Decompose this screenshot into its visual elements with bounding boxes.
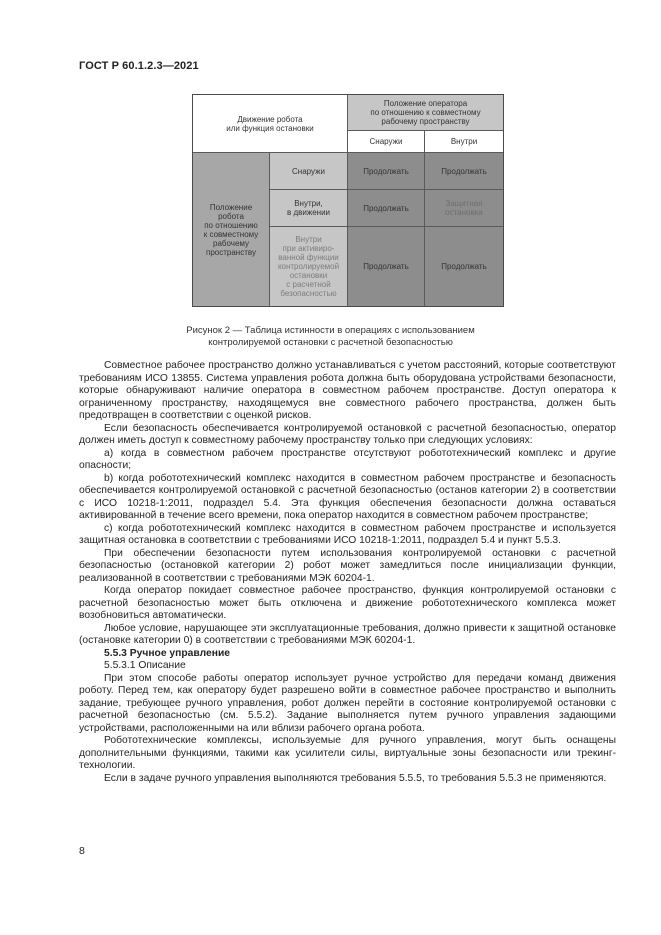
paragraph: Когда оператор покидает совместное рабочее пространство, функция контролируемой остановки с расчетной безопасностью может быть отключена и движение робототехнического комплекса может возобновиться автоматически. — [79, 585, 616, 621]
row-label-line: Положение — [209, 202, 253, 212]
cell-continue — [425, 153, 503, 190]
header-right-line: рабочему пространству — [381, 117, 470, 126]
header-left-line: Движение робота — [237, 114, 303, 124]
col-outside-header — [348, 131, 425, 153]
cell-continue — [425, 227, 503, 306]
row-label-text: безопасностью — [280, 289, 337, 298]
paragraph: Если в задаче ручного управления выполняются требования 5.5.5, то требования 5.5.3 не применяются. — [104, 772, 607, 784]
row-label-line: робота — [218, 211, 244, 221]
header-right-line: по отношению к совместному — [370, 108, 481, 117]
cell-continue — [348, 153, 425, 190]
paragraph: Совместное рабочее пространство должно устанавливаться с учетом расстояний, которые соответствуют требованиям ИСО 13855. Система управления робота должна быть оборудована устройствами безопасности, которые обнаруживают наличие оператора в совместном рабочем пространстве. Доступ оператора к ограниченному пространству, находящемуся вне совместного рабочего пространства, должен быть предотвращен в соответствии с оценкой рисков. — [79, 360, 616, 421]
col-inside-header — [425, 131, 503, 153]
row-label-text: при активиро- — [282, 244, 335, 253]
row-label-text: Снаружи — [292, 166, 325, 176]
row-inside-moving-label — [270, 190, 348, 227]
cell-value-line: остановка — [445, 208, 483, 217]
cell-continue — [348, 190, 425, 227]
row-label-text: ванной функции — [278, 253, 339, 262]
list-item-c: c) когда робототехнический комплекс находится в совместном рабочем пространстве и используется защитная остановка в соответствии с требованиями ИСО 10218-1:2011, подраздел 5.4 и пункт 5.5.3. — [79, 522, 616, 546]
cell-continue — [348, 227, 425, 306]
cell-value: Продолжать — [363, 166, 409, 176]
section-heading: 5.5.3 Ручное управление — [104, 647, 230, 659]
cell-value: Продолжать — [441, 166, 487, 176]
robot-position-label-cell — [193, 153, 270, 306]
caption-line: Рисунок 2 — Таблица истинности в операциях с использованием — [186, 325, 475, 336]
cell-value: Продолжать — [441, 262, 487, 271]
cell-protective-stop — [425, 190, 503, 227]
paragraph: Если безопасность обеспечивается контролируемой остановкой с расчетной безопасностью, оператор должен иметь доступ к совместному рабочему пространству только при следующих условиях: — [79, 422, 616, 446]
row-label-text: контролируемой — [277, 262, 340, 271]
row-label-text: в движении — [286, 208, 330, 217]
subsection-heading: 5.5.3.1 Описание — [104, 660, 186, 671]
col-inside-label: Внутри — [450, 137, 478, 146]
paragraph: Робототехнические комплексы, используемые для ручного управления, могут быть оснащены дополнительными функциями, такими как усилители силы, виртуальные зоны безопасности или трекинг-технологии. — [79, 735, 616, 771]
row-label-text: с расчетной — [286, 280, 331, 289]
figure-caption — [0, 325, 661, 349]
cell-value: Продолжать — [363, 262, 409, 271]
row-label-line: по отношению — [204, 220, 258, 230]
paragraph: При этом способе работы оператор использует ручное устройство для передачи команд движения роботу. Перед тем, как оператору будет разрешено войти в совместное рабочее пространство и выполнить задание, требующее ручного управления, робот должен перейти в состояние контролируемой остановки с расчетной безопасностью (см. 5.5.2). Задание выполняется путем ручного управления задающими устройствами, расположенными на или вблизи рабочего органа робота. — [79, 672, 616, 734]
row-label-text: остановки — [289, 271, 328, 280]
cell-value-line: Защитная — [445, 199, 483, 208]
header-right-line: Положение оператора — [383, 99, 468, 108]
body-text — [79, 360, 616, 785]
col-outside-label: Снаружи — [369, 137, 403, 146]
cell-value: Продолжать — [363, 203, 409, 213]
caption-line: контролируемой остановки с расчетной безопасностью — [208, 337, 453, 348]
row-label-text: Внутри — [295, 235, 322, 244]
row-label-line: рабочему — [213, 238, 249, 248]
paragraph: Любое условие, нарушающее эти эксплуатационные требования, должно привести к защитной остановке (остановке категории 0) в соответствии с требованиями МЭК 60204-1. — [79, 622, 616, 646]
paragraph: При обеспечении безопасности путем использования контролируемой остановки с расчетной безопасностью (остановкой категории 2) робот может замедлиться после инициализации функции, реализованной в соответствии с требованиями МЭК 60204-1. — [79, 547, 616, 584]
row-inside-monitored-stop-label — [270, 227, 348, 306]
header-operator-position-cell — [348, 95, 503, 131]
row-label-line: к совместному — [203, 229, 259, 239]
page-number: 8 — [79, 845, 85, 857]
header-left-line: или функция остановки — [226, 123, 314, 133]
row-outside-label — [270, 153, 348, 190]
row-label-text: Внутри, — [294, 199, 323, 208]
list-item-b: b) когда робототехнический комплекс находится в совместном рабочем пространстве и безопасность обеспечивается контролируемой остановкой с расчетной безопасностью (останов категории 2) в соответствии с ИСО 10218-1:2011, подраздел 5.4. Эта функция обеспечения безопасности должна оставаться активированной в течение всего времени, пока оператор находится в совместном рабочем пространстве; — [79, 472, 616, 521]
truth-table-figure — [192, 94, 504, 307]
document-code: ГОСТ Р 60.1.2.3—2021 — [79, 60, 199, 72]
header-motion-cell — [193, 95, 348, 153]
row-label-line: пространству — [206, 247, 256, 257]
list-item-a: a) когда в совместном рабочем пространстве отсутствуют робототехнический комплекс и другие опасности; — [79, 447, 616, 471]
